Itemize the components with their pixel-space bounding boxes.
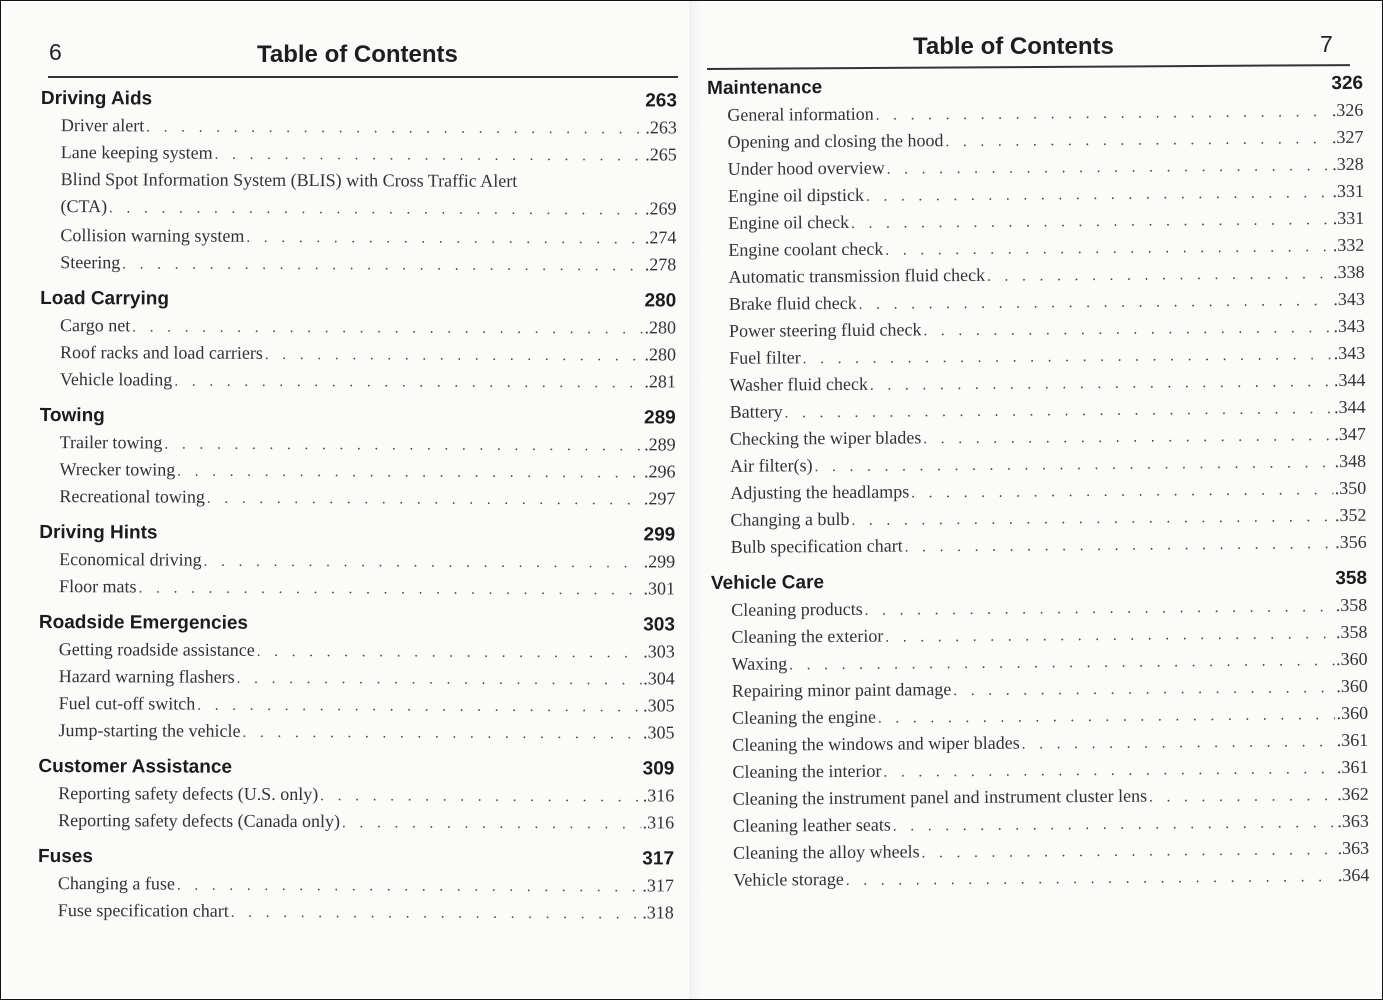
dot-leader [265, 342, 643, 370]
section-heading[interactable] [38, 753, 674, 782]
entry-label: Power steering fluid check [728, 319, 922, 341]
toc-entry[interactable] [39, 546, 675, 575]
section-heading[interactable] [38, 843, 674, 872]
dot-leader [204, 549, 642, 578]
toc-entry[interactable] [39, 483, 675, 512]
dot-leader [231, 900, 641, 929]
toc-entry[interactable] [38, 897, 674, 926]
toc-entry[interactable] [711, 529, 1367, 561]
entry-label: Cargo net [60, 315, 131, 336]
toc-list [38, 85, 677, 935]
entry-label: Cleaning the instrument panel and instrument cluster lens [732, 785, 1148, 809]
entry-label: Cleaning the engine [731, 706, 877, 728]
section-page: 317 [642, 848, 675, 870]
dot-leader [921, 837, 1335, 867]
title-rule [48, 76, 678, 78]
dot-leader [814, 450, 1332, 481]
toc-entry[interactable] [39, 573, 675, 602]
entry-label: Steering [60, 252, 121, 273]
entry-page: .305 [642, 722, 675, 743]
section-page: 299 [643, 524, 676, 546]
toc-entry[interactable] [712, 727, 1368, 759]
entry-page: .360 [1336, 675, 1368, 697]
dot-leader [905, 531, 1334, 561]
entry-page: .263 [645, 117, 677, 138]
entry-page: .278 [644, 254, 677, 275]
toc-entry[interactable] [708, 259, 1364, 291]
entry-label-continued: (CTA) [60, 196, 108, 217]
toc-entry[interactable] [709, 340, 1365, 372]
entry-page: .317 [642, 875, 674, 896]
entry-label: Lane keeping system [60, 142, 213, 163]
entry-label: Vehicle loading [59, 369, 173, 390]
dot-leader [207, 486, 642, 515]
toc-entry[interactable] [709, 367, 1365, 399]
dot-leader [945, 126, 1330, 156]
entry-page: .265 [645, 144, 677, 165]
toc-entry[interactable] [38, 807, 674, 836]
toc-entry[interactable] [710, 448, 1366, 480]
dot-leader [237, 666, 642, 695]
dot-leader [1149, 783, 1335, 811]
toc-entry[interactable] [711, 619, 1367, 651]
dot-leader [789, 648, 1334, 679]
entry-page: .297 [643, 488, 676, 509]
toc-entry[interactable] [707, 124, 1363, 156]
dot-leader [109, 195, 643, 224]
entry-page: .343 [1333, 315, 1366, 337]
entry-page: .360 [1336, 702, 1369, 724]
left-page [1, 1, 691, 999]
dot-leader [866, 180, 1331, 211]
toc-entry[interactable] [713, 862, 1369, 894]
entry-label: Engine oil dipstick [727, 184, 865, 206]
toc-entry[interactable] [39, 663, 675, 692]
toc-entry[interactable] [711, 592, 1367, 624]
toc-entry[interactable] [40, 222, 676, 251]
entry-label: Hazard warning flashers [58, 666, 235, 687]
entry-label: Cleaning the alloy wheels [733, 841, 920, 863]
dot-leader [803, 342, 1332, 373]
entry-page: .289 [644, 434, 676, 455]
dot-leader [885, 621, 1334, 652]
entry-label: Automatic transmission fluid check [728, 264, 986, 287]
section-heading[interactable] [39, 519, 675, 548]
toc-entry[interactable] [41, 139, 677, 168]
entry-label: Fuel cut-off switch [58, 693, 196, 714]
entry-label: Bulb specification chart [730, 535, 903, 557]
section-page: 263 [645, 90, 677, 112]
entry-page: .304 [643, 668, 675, 689]
entry-page: .274 [644, 227, 677, 248]
section-heading[interactable] [39, 609, 675, 638]
toc-section [39, 402, 675, 512]
entry-label: Waxing [731, 653, 788, 674]
toc-section [707, 70, 1367, 561]
entry-label: Economical driving [59, 549, 202, 570]
entry-label: Trailer towing [59, 432, 163, 453]
toc-section [40, 285, 676, 395]
toc-entry[interactable] [40, 166, 676, 224]
entry-page: .331 [1332, 180, 1365, 202]
entry-page: .305 [643, 695, 675, 716]
toc-entry[interactable] [707, 97, 1363, 129]
section-heading[interactable] [41, 85, 677, 114]
entry-label: Cleaning leather seats [732, 814, 891, 836]
toc-entry[interactable] [40, 249, 676, 278]
dot-leader [876, 99, 1330, 130]
dot-leader [870, 369, 1332, 400]
toc-entry[interactable] [39, 690, 675, 719]
toc-entry[interactable] [708, 232, 1364, 264]
entry-label: Engine coolant check [728, 238, 884, 260]
dot-leader [987, 261, 1331, 291]
entry-label: Battery [729, 401, 783, 422]
section-page: 303 [643, 614, 675, 636]
entry-page: .352 [1334, 504, 1367, 526]
entry-label: Reporting safety defects (Canada only) [58, 810, 341, 832]
entry-page: .318 [642, 902, 674, 923]
toc-entry[interactable] [712, 646, 1368, 678]
section-title: Maintenance [707, 77, 823, 99]
entry-label: Wrecker towing [59, 459, 176, 480]
entry-page: .344 [1334, 396, 1366, 418]
toc-entry[interactable] [710, 421, 1366, 453]
entry-page: .326 [1331, 99, 1364, 121]
entry-page: .303 [643, 641, 675, 662]
dot-leader [923, 315, 1331, 345]
entry-label: Changing a fuse [57, 873, 175, 894]
entry-page: .281 [644, 371, 676, 392]
dot-leader [342, 810, 641, 838]
section-heading[interactable] [40, 285, 676, 314]
section-page: 289 [643, 407, 676, 429]
entry-page: .338 [1332, 261, 1365, 283]
entry-label: Adjusting the headlamps [730, 481, 910, 503]
entry-page: .344 [1333, 369, 1366, 391]
entry-label: Roof racks and load carriers [59, 342, 263, 363]
toc-section [38, 609, 675, 746]
entry-line [60, 193, 676, 224]
toc-entry[interactable] [708, 178, 1364, 210]
dot-leader [146, 114, 643, 143]
toc-entry[interactable] [40, 429, 676, 458]
entry-label: Washer fluid check [729, 373, 869, 395]
dot-leader [878, 702, 1335, 733]
toc-entry[interactable] [38, 870, 674, 899]
toc-entry[interactable] [40, 312, 676, 341]
entry-page: .316 [642, 785, 675, 806]
toc-entry[interactable] [708, 205, 1364, 237]
page-title: Table of Contents [913, 33, 1114, 60]
toc-entry[interactable] [712, 700, 1368, 732]
entry-page: .362 [1337, 783, 1369, 805]
entry-page: .343 [1333, 342, 1366, 364]
dot-leader [911, 477, 1333, 507]
entry-page: .363 [1337, 837, 1370, 859]
dot-leader [887, 153, 1331, 183]
entry-label: General information [727, 103, 874, 125]
dot-leader [122, 251, 643, 280]
entry-label: Cleaning the interior [732, 760, 882, 782]
toc-section [39, 519, 675, 602]
entry-label: Fuse specification chart [57, 900, 229, 921]
title-rule [707, 64, 1350, 70]
toc-list [707, 70, 1369, 903]
dot-leader [197, 693, 641, 722]
entry-label: Blind Spot Information System (BLIS) with Cross Traffic Alert [60, 169, 518, 191]
entry-label: Fuel filter [729, 347, 801, 368]
dot-leader [242, 720, 641, 749]
entry-label: Reporting safety defects (U.S. only) [58, 783, 319, 805]
dot-leader [1022, 729, 1335, 758]
page-number: 7 [1320, 31, 1333, 57]
entry-page: .350 [1334, 477, 1367, 499]
toc-entry[interactable] [709, 286, 1365, 318]
entry-page: .331 [1332, 207, 1365, 229]
section-heading[interactable] [40, 402, 676, 431]
dot-leader [320, 783, 641, 811]
section-title: Fuses [37, 845, 93, 868]
toc-entry[interactable] [713, 835, 1369, 867]
dot-leader [257, 639, 642, 667]
entry-page: .358 [1335, 621, 1368, 643]
section-title: Driving Hints [39, 521, 158, 544]
toc-entry[interactable] [38, 717, 674, 746]
entry-label: Engine oil check [728, 211, 850, 233]
dot-leader [851, 504, 1333, 535]
entry-page: .356 [1335, 531, 1367, 553]
entry-page: .328 [1332, 153, 1364, 175]
entry-page: .347 [1334, 423, 1366, 445]
section-page: 358 [1335, 567, 1368, 590]
section-title: Roadside Emergencies [38, 611, 249, 634]
dot-leader [851, 207, 1331, 238]
entry-label: Under hood overview [727, 157, 885, 179]
dot-leader [246, 225, 643, 254]
entry-label: Brake fluid check [728, 292, 857, 314]
section-title: Load Carrying [40, 287, 170, 310]
dot-leader [865, 594, 1334, 625]
entry-page: .301 [643, 578, 676, 599]
toc-entry[interactable] [713, 781, 1369, 813]
toc-entry[interactable] [708, 151, 1364, 183]
entry-page: .332 [1332, 234, 1365, 256]
entry-page: .348 [1334, 450, 1367, 472]
entry-label: Changing a bulb [730, 508, 850, 530]
section-title: Towing [39, 404, 105, 427]
entry-page: .361 [1336, 756, 1369, 778]
dot-leader [953, 675, 1334, 705]
entry-label: Vehicle storage [733, 868, 844, 890]
section-page: 280 [644, 290, 677, 312]
dot-leader [885, 234, 1331, 264]
section-page: 326 [1331, 72, 1364, 95]
entry-page: .360 [1336, 648, 1368, 670]
entry-label: Collision warning system [60, 225, 245, 246]
section-title: Customer Assistance [38, 755, 233, 778]
toc-entry[interactable] [710, 502, 1366, 534]
toc-entry[interactable] [712, 754, 1368, 786]
entry-label: Cleaning the exterior [731, 625, 884, 647]
section-title: Driving Aids [40, 87, 153, 110]
toc-entry[interactable] [41, 112, 677, 141]
entry-page: .358 [1335, 594, 1368, 616]
entry-page: .316 [642, 812, 675, 833]
entry-label: Cleaning products [731, 598, 863, 620]
toc-entry[interactable] [713, 808, 1369, 840]
section-page: 309 [642, 758, 675, 780]
entry-page: .343 [1333, 288, 1365, 310]
dot-leader [859, 288, 1332, 319]
entry-page: .361 [1336, 729, 1369, 751]
toc-entry[interactable] [39, 636, 675, 665]
toc-entry[interactable] [712, 673, 1368, 705]
entry-label: Repairing minor paint damage [731, 679, 952, 701]
entry-label: Getting roadside assistance [58, 639, 255, 660]
dot-leader [893, 810, 1336, 840]
toc-section [711, 565, 1370, 894]
entry-page: .327 [1331, 126, 1364, 148]
toc-section [40, 85, 677, 278]
toc-entry[interactable] [40, 366, 676, 395]
entry-page: .280 [644, 317, 677, 338]
dot-leader [177, 459, 642, 488]
dot-leader [177, 873, 641, 902]
entry-page: .299 [643, 551, 676, 572]
section-title: Vehicle Care [710, 572, 825, 594]
entry-label: Checking the wiper blades [729, 427, 922, 449]
entry-page: .364 [1337, 864, 1370, 886]
toc-entry[interactable] [39, 456, 675, 485]
entry-page: .269 [644, 198, 677, 219]
toc-section [38, 843, 674, 926]
entry-label: Cleaning the windows and wiper blades [732, 732, 1020, 755]
entry-page: .363 [1337, 810, 1369, 832]
toc-section [38, 753, 674, 836]
toc-entry[interactable] [40, 339, 676, 368]
dot-leader [174, 369, 642, 398]
page-number: 6 [49, 39, 62, 65]
entry-label: Floor mats [59, 576, 137, 597]
right-page [691, 1, 1382, 999]
toc-entry[interactable] [709, 313, 1365, 345]
toc-entry[interactable] [38, 780, 674, 809]
dot-leader [785, 396, 1333, 427]
dot-leader [846, 864, 1336, 895]
dot-leader [164, 431, 642, 460]
entry-label: Air filter(s) [729, 455, 813, 476]
entry-page: .296 [643, 461, 676, 482]
entry-label: Recreational towing [59, 486, 205, 507]
entry-page: .280 [644, 344, 677, 365]
entry-label: Driver alert [60, 115, 145, 136]
toc-entry[interactable] [710, 475, 1366, 507]
dot-leader [139, 575, 642, 604]
page-title: Table of Contents [257, 41, 458, 68]
entry-label: Jump-starting the vehicle [58, 720, 241, 741]
entry-label: Opening and closing the hood [727, 130, 944, 152]
toc-entry[interactable] [710, 394, 1366, 426]
dot-leader [923, 423, 1332, 453]
